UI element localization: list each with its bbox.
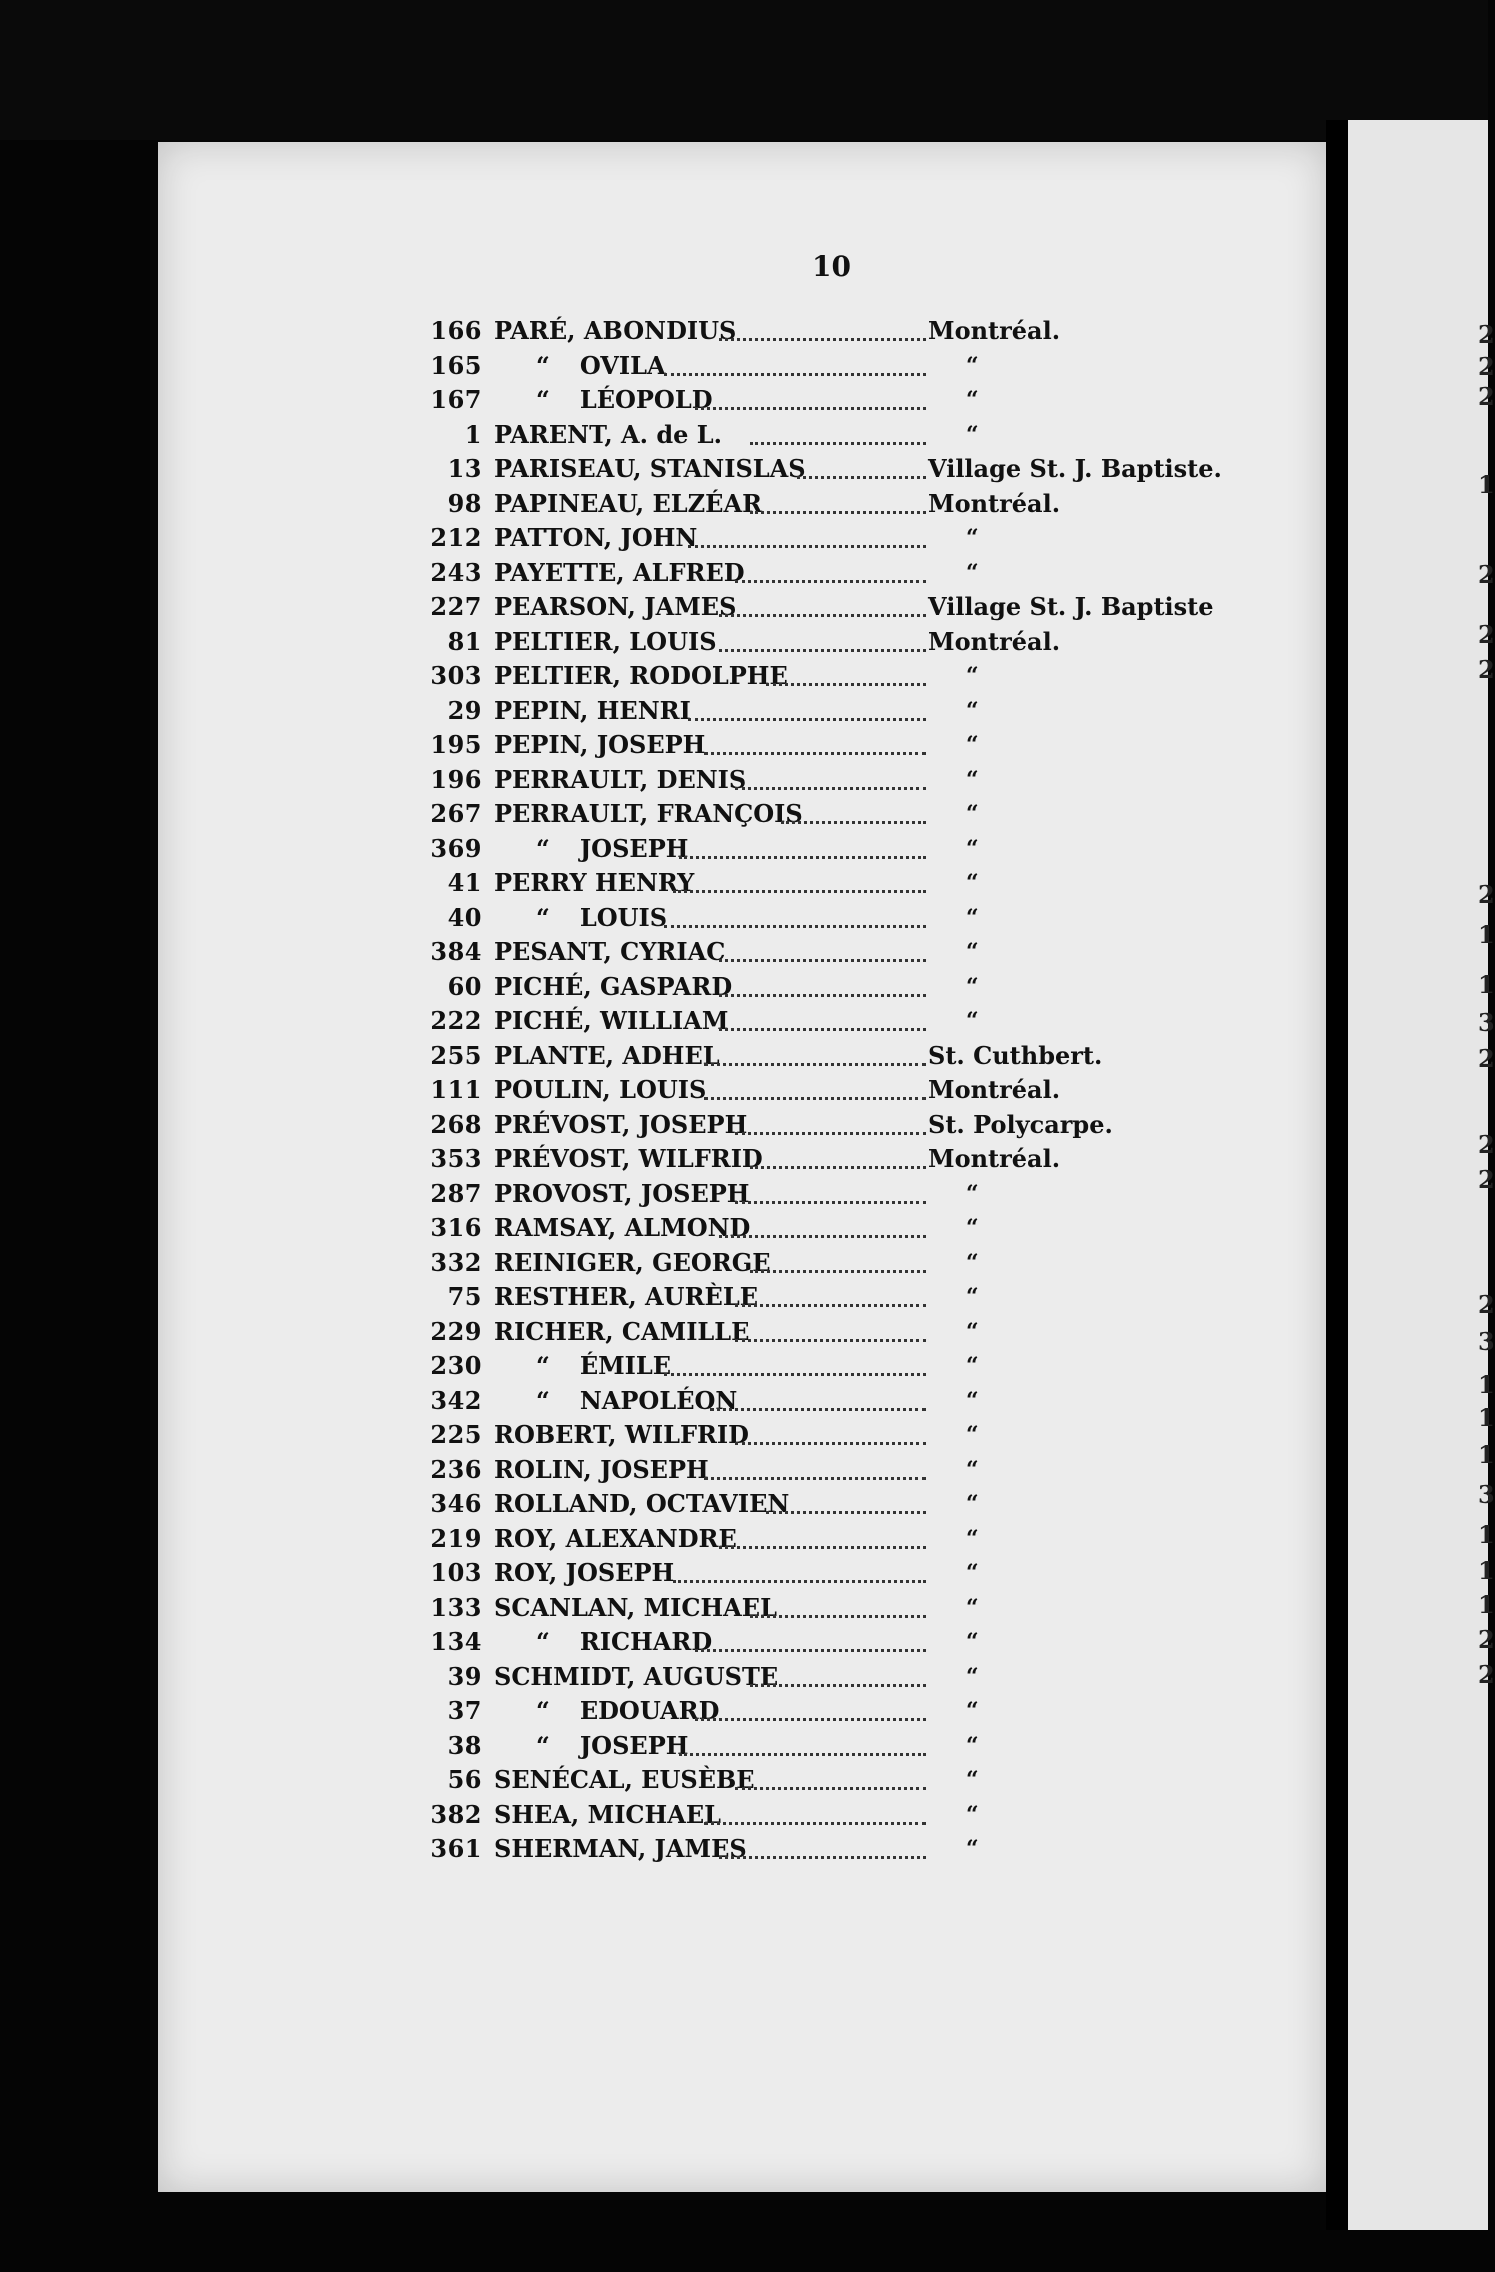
entry-name (536, 901, 667, 935)
entry-name: ROY, JOSEPH (494, 1558, 675, 1587)
dot-leader (673, 1580, 927, 1583)
entry-number: 353 (430, 1144, 482, 1173)
dot-leader (704, 1063, 927, 1066)
next-page-fragment: 1 (1478, 1370, 1495, 1399)
entry-place: “ (966, 1353, 979, 1379)
scan-background (0, 0, 1488, 140)
entry-place: Village St. J. Baptiste (928, 592, 1214, 621)
dot-leader (688, 718, 926, 721)
entry-name: PELTIER, RODOLPHE (494, 661, 788, 690)
entry-name: PERRAULT, FRANÇOIS (494, 799, 803, 828)
given-name: NAPOLÉON (579, 1385, 738, 1415)
ditto-mark: “ (536, 385, 550, 414)
entry-name: RESTHER, AURÈLE (494, 1282, 759, 1311)
entry-number: 287 (430, 1178, 482, 1208)
next-page-fragment: 1 (1478, 970, 1495, 999)
entry-place: “ (966, 1318, 979, 1345)
entry-number: 133 (430, 1592, 482, 1622)
entry-number: 111 (430, 1075, 482, 1104)
list-item (0, 797, 1326, 831)
list-item (0, 383, 1326, 417)
dot-leader (735, 1339, 927, 1342)
entry-name (536, 1384, 737, 1418)
list-item (0, 349, 1326, 383)
dot-leader (719, 1028, 926, 1031)
entry-name (536, 1729, 688, 1763)
dot-leader (735, 580, 927, 583)
entry-place: “ (966, 352, 979, 379)
entry-name (536, 1349, 671, 1383)
entry-number: 361 (430, 1834, 482, 1863)
entry-name: PLANTE, ADHEL (494, 1040, 720, 1070)
entry-place: Montréal. (928, 1075, 1061, 1104)
entry-name (536, 1694, 719, 1728)
list-item (0, 1625, 1326, 1659)
entry-number: 230 (430, 1351, 482, 1380)
given-name: RICHARD (579, 1627, 713, 1656)
list-item (0, 418, 1326, 452)
dot-leader (766, 683, 927, 686)
list-item (0, 1108, 1326, 1142)
entry-place: “ (966, 1456, 979, 1483)
entry-place: “ (966, 870, 979, 896)
entry-name: PRÉVOST, WILFRID (494, 1144, 763, 1173)
list-item (0, 763, 1326, 797)
list-item (0, 1832, 1326, 1866)
entry-name: PERRY HENRY (494, 868, 695, 897)
list-item (0, 1798, 1326, 1832)
entry-place: “ (966, 1732, 979, 1759)
entry-name: POULIN, LOUIS (494, 1075, 707, 1104)
dot-leader (719, 338, 926, 341)
given-name: JOSEPH (579, 833, 689, 863)
dot-leader (673, 890, 927, 893)
entry-number: 342 (430, 1385, 482, 1415)
entry-place: “ (966, 1560, 979, 1586)
next-page-fragment: 3 (1478, 1327, 1495, 1356)
entry-number: 1 (464, 419, 482, 449)
list-item (0, 728, 1326, 762)
list-item (0, 1142, 1326, 1176)
entry-place: Montréal. (928, 626, 1061, 656)
list-item (0, 590, 1326, 624)
list-item (0, 1349, 1326, 1383)
next-page-fragment: 1 (1478, 1520, 1495, 1549)
dot-leader (750, 442, 926, 445)
entry-number: 166 (430, 316, 482, 345)
entry-number: 384 (430, 937, 482, 966)
adjacent-page-edge (1348, 120, 1495, 2230)
entry-name: ROLLAND, OCTAVIEN (494, 1489, 790, 1518)
entry-place: “ (966, 525, 979, 551)
entry-number: 13 (447, 454, 482, 483)
given-name: LOUIS (579, 902, 668, 932)
entry-name: PEPIN, JOSEPH (494, 730, 706, 759)
next-page-fragment: 2 (1478, 560, 1495, 589)
entry-name: SCANLAN, MICHAEL (494, 1592, 777, 1622)
list-item (0, 1522, 1326, 1556)
entry-name: ROBERT, WILFRID (494, 1420, 749, 1449)
next-page-fragment: 1 (1478, 1440, 1495, 1469)
dot-leader (750, 1615, 926, 1618)
next-page-fragment: 2 (1478, 880, 1495, 909)
entry-number: 98 (447, 488, 482, 518)
entry-number: 227 (430, 592, 482, 621)
entry-name: PARISEAU, STANISLAS (494, 454, 806, 483)
entry-name: PRÉVOST, JOSEPH (494, 1109, 748, 1139)
entry-name: SENÉCAL, EUSÈBE (494, 1765, 755, 1794)
list-item (0, 1763, 1326, 1797)
entry-place: “ (966, 904, 979, 931)
list-item (0, 1315, 1326, 1349)
entry-name: PAPINEAU, ELZÉAR (494, 488, 763, 518)
ditto-mark: “ (536, 1696, 550, 1725)
list-item (0, 1453, 1326, 1487)
dot-leader (750, 1684, 926, 1687)
dot-leader (719, 1546, 926, 1549)
next-page-fragment: 2 (1478, 655, 1495, 684)
entry-place: “ (966, 1249, 979, 1276)
entry-name (536, 832, 688, 866)
entry-name: SCHMIDT, AUGUSTE (494, 1661, 779, 1691)
entry-place: “ (966, 1387, 979, 1414)
entry-number: 60 (447, 971, 482, 1001)
list-item (0, 866, 1326, 900)
entry-name: PARÉ, ABONDIUS (494, 316, 737, 345)
dot-leader (735, 1787, 927, 1790)
entry-number: 255 (430, 1040, 482, 1070)
ditto-mark: “ (536, 1730, 550, 1760)
entry-number: 39 (447, 1661, 482, 1691)
list-item (0, 1591, 1326, 1625)
given-name: JOSEPH (579, 1730, 689, 1760)
entry-number: 316 (430, 1213, 482, 1242)
next-page-fragment: 1 (1478, 1403, 1495, 1432)
ditto-mark: “ (536, 1627, 550, 1656)
dot-leader (664, 1373, 927, 1376)
entry-place: “ (966, 732, 979, 758)
entry-place: “ (966, 1698, 979, 1724)
list-item (0, 625, 1326, 659)
entry-name: RAMSAY, ALMOND (494, 1213, 751, 1242)
list-item (0, 314, 1326, 348)
list-item (0, 1246, 1326, 1280)
entry-number: 103 (430, 1558, 482, 1587)
ditto-mark: “ (536, 902, 550, 932)
list-item (0, 970, 1326, 1004)
entry-number: 40 (447, 902, 482, 932)
entry-place: “ (966, 1491, 979, 1517)
dot-leader (695, 1649, 927, 1652)
list-item (0, 935, 1326, 969)
entry-name: PEPIN, HENRI (494, 695, 691, 725)
entry-number: 229 (430, 1316, 482, 1346)
next-page-fragment: 1 (1478, 920, 1495, 949)
entry-place: “ (966, 1629, 979, 1655)
entry-name: PESANT, CYRIAC (494, 937, 726, 966)
list-item (0, 832, 1326, 866)
entry-name: REINIGER, GEORGE (494, 1247, 771, 1277)
list-item (0, 1280, 1326, 1314)
list-item (0, 1039, 1326, 1073)
entry-name: PICHÉ, GASPARD (494, 971, 733, 1001)
entry-place: “ (966, 1180, 979, 1207)
list-item (0, 1660, 1326, 1694)
next-page-fragment: 2 (1478, 1625, 1495, 1654)
entry-number: 41 (447, 868, 482, 897)
dot-leader (719, 649, 926, 652)
entry-place: “ (966, 421, 979, 448)
entry-number: 212 (430, 523, 482, 552)
entry-number: 37 (447, 1696, 482, 1725)
ditto-mark: “ (536, 1351, 550, 1380)
entry-place: Montréal. (928, 316, 1061, 345)
entry-number: 38 (447, 1730, 482, 1760)
entry-name (536, 1625, 712, 1659)
entry-name: ROLIN, JOSEPH (494, 1454, 709, 1484)
entry-name: SHERMAN, JAMES (494, 1834, 747, 1863)
entry-name (536, 349, 666, 383)
next-page-fragment: 2 (1478, 1165, 1495, 1194)
dot-leader (704, 1097, 927, 1100)
dot-leader (679, 1753, 926, 1756)
entry-number: 196 (430, 764, 482, 794)
page-number: 10 (812, 250, 851, 283)
entry-place: “ (966, 1836, 979, 1862)
dot-leader (719, 994, 926, 997)
entry-number: 29 (447, 695, 482, 725)
dot-leader (704, 752, 927, 755)
entry-number: 167 (430, 385, 482, 414)
list-item (0, 452, 1326, 486)
entry-place: “ (966, 697, 979, 724)
entry-place: “ (966, 1422, 979, 1448)
entry-number: 369 (430, 833, 482, 863)
entry-place: “ (966, 559, 979, 586)
dot-leader (704, 1477, 927, 1480)
entry-place: “ (966, 1801, 979, 1828)
dot-leader (688, 545, 926, 548)
entry-place: “ (966, 1008, 979, 1034)
given-name: EDOUARD (579, 1696, 720, 1725)
entry-number: 236 (430, 1454, 482, 1484)
dot-leader (797, 476, 927, 479)
dot-leader (704, 1822, 927, 1825)
entry-number: 332 (430, 1247, 482, 1277)
list-item (0, 1556, 1326, 1590)
list-item (0, 901, 1326, 935)
entry-place: Montréal. (928, 488, 1061, 518)
list-item (0, 1729, 1326, 1763)
dot-leader (735, 1442, 927, 1445)
next-page-fragment: 3 (1478, 1008, 1495, 1037)
dot-leader (664, 373, 927, 376)
entry-number: 346 (430, 1489, 482, 1518)
entry-name: PROVOST, JOSEPH (494, 1178, 750, 1208)
entry-name: PERRAULT, DENIS (494, 764, 747, 794)
next-page-fragment: 1 (1478, 1590, 1495, 1619)
ditto-mark: “ (536, 1385, 550, 1415)
dot-leader (735, 787, 927, 790)
entry-place: “ (966, 1215, 979, 1241)
ditto-mark: “ (536, 833, 550, 863)
entry-number: 56 (447, 1765, 482, 1794)
list-item (0, 487, 1326, 521)
entry-place: “ (966, 387, 979, 413)
dot-leader (781, 821, 926, 824)
entry-number: 268 (430, 1109, 482, 1139)
entry-number: 75 (447, 1282, 482, 1311)
entry-place: “ (966, 801, 979, 827)
ditto-mark: “ (536, 350, 550, 380)
next-page-fragment: 3 (1478, 1480, 1495, 1509)
dot-leader (750, 511, 926, 514)
next-page-fragment: 1 (1478, 470, 1495, 499)
list-item (0, 1211, 1326, 1245)
entry-place: “ (966, 1284, 979, 1310)
dot-leader (719, 1235, 926, 1238)
given-name: OVILA (579, 350, 666, 380)
dot-leader (735, 1201, 927, 1204)
list-item (0, 1004, 1326, 1038)
list-item (0, 1487, 1326, 1521)
dot-leader (735, 1132, 927, 1135)
entry-number: 382 (430, 1799, 482, 1829)
entry-name: PELTIER, LOUIS (494, 626, 717, 656)
entry-place: “ (966, 1594, 979, 1621)
next-page-fragment: 1 (1478, 1556, 1495, 1585)
entry-place: “ (966, 939, 979, 965)
list-item (0, 694, 1326, 728)
dot-leader (719, 614, 926, 617)
next-page-fragment: 2 (1478, 1044, 1495, 1073)
entry-number: 81 (447, 626, 482, 656)
entry-place: “ (966, 663, 979, 689)
next-page-fragment: 2 (1478, 352, 1495, 381)
entry-place: “ (966, 766, 979, 793)
entry-number: 134 (430, 1627, 482, 1656)
next-page-fragment: 2 (1478, 382, 1495, 411)
dot-leader (719, 959, 926, 962)
entry-place: Montréal. (928, 1144, 1061, 1173)
entry-number: 222 (430, 1006, 482, 1035)
next-page-fragment: 2 (1478, 1660, 1495, 1689)
entry-name: SHEA, MICHAEL (494, 1799, 721, 1829)
list-item (0, 1073, 1326, 1107)
next-page-fragment: 2 (1478, 620, 1495, 649)
entry-place: St. Polycarpe. (928, 1109, 1113, 1139)
entry-number: 303 (430, 661, 482, 690)
dot-leader (679, 856, 926, 859)
entry-place: Village St. J. Baptiste. (928, 454, 1222, 483)
entry-number: 195 (430, 730, 482, 759)
entry-name: PATTON, JOHN (494, 523, 698, 552)
entry-place: St. Cuthbert. (928, 1040, 1103, 1070)
list-item (0, 1384, 1326, 1418)
entry-number: 267 (430, 799, 482, 828)
entry-number: 165 (430, 350, 482, 380)
list-item (0, 1177, 1326, 1211)
next-page-fragment: 2 (1478, 1130, 1495, 1159)
next-page-fragment: 2 (1478, 1290, 1495, 1319)
list-item (0, 1694, 1326, 1728)
given-name: ÉMILE (579, 1351, 672, 1380)
dot-leader (695, 407, 927, 410)
entry-place: “ (966, 1525, 979, 1552)
entry-name: PICHÉ, WILLIAM (494, 1006, 729, 1035)
page-gutter (1326, 120, 1348, 2230)
entry-number: 225 (430, 1420, 482, 1449)
dot-leader (735, 1304, 927, 1307)
dot-leader (664, 925, 927, 928)
list-item (0, 1418, 1326, 1452)
entry-place: “ (966, 1663, 979, 1690)
given-name: LÉOPOLD (579, 385, 713, 414)
entry-name: ROY, ALEXANDRE (494, 1523, 737, 1553)
entry-place: “ (966, 1767, 979, 1793)
dot-leader (766, 1511, 927, 1514)
dot-leader (719, 1856, 926, 1859)
entry-number: 219 (430, 1523, 482, 1553)
entry-place: “ (966, 835, 979, 862)
entry-name: PARENT, A. de L. (494, 419, 722, 449)
entry-name: RICHER, CAMILLE (494, 1316, 750, 1346)
list-item (0, 659, 1326, 693)
entry-name: PAYETTE, ALFRED (494, 557, 745, 587)
dot-leader (695, 1718, 927, 1721)
dot-leader (710, 1408, 926, 1411)
next-page-fragment: 2 (1478, 320, 1495, 349)
entry-number: 243 (430, 557, 482, 587)
list-item (0, 556, 1326, 590)
entry-name: PEARSON, JAMES (494, 592, 737, 621)
list-item (0, 521, 1326, 555)
entry-name (536, 383, 713, 417)
entry-place: “ (966, 973, 979, 1000)
dot-leader (750, 1166, 926, 1169)
dot-leader (750, 1270, 926, 1273)
